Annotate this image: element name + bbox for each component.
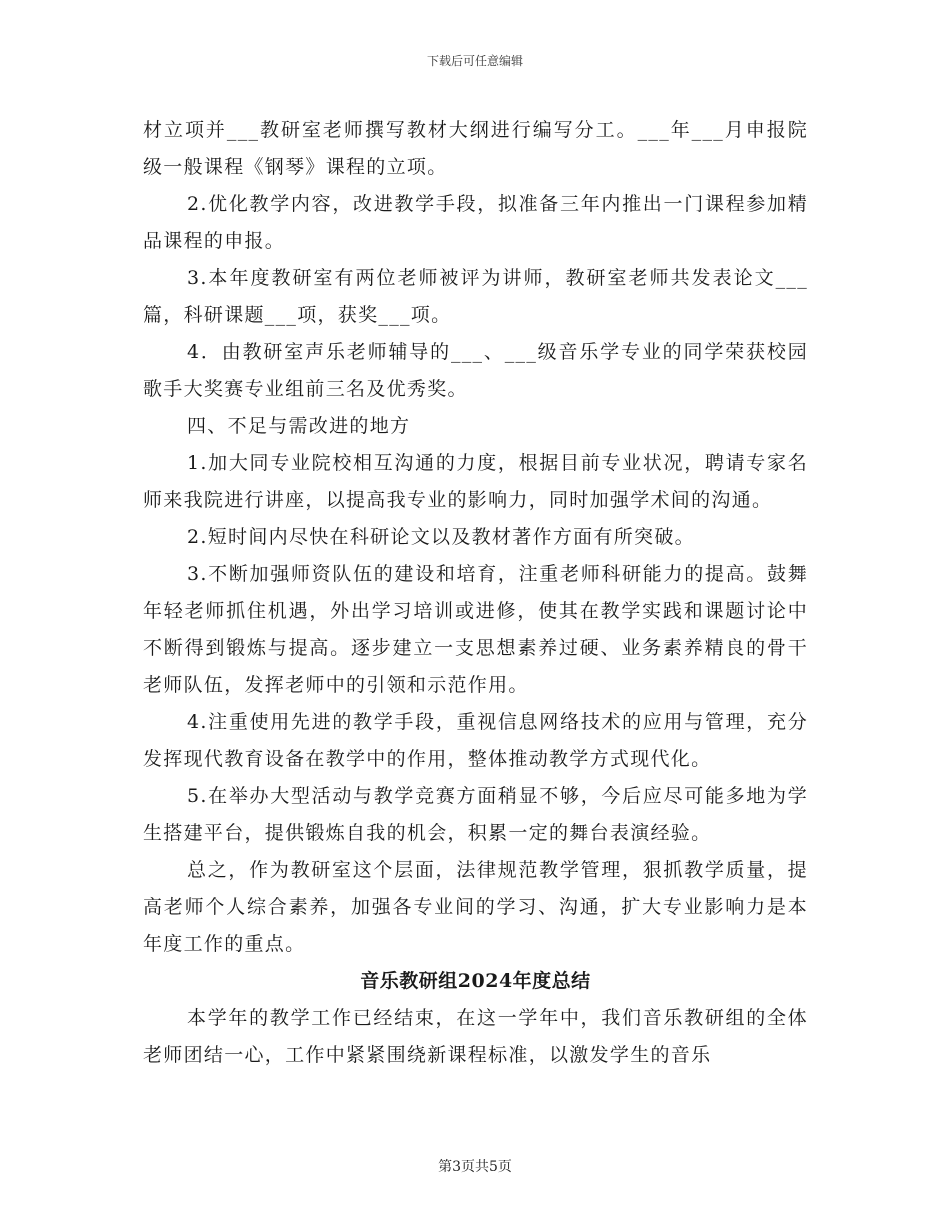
document-body xyxy=(143,112,808,1074)
paragraph-teaching-technology: 4.注重使用先进的教学手段，重视信息网络技术的应用与管理，充分发挥现代教育设备在教学中的作用，整体推动教学方式现代化。 xyxy=(143,711,808,770)
page-header: 下载后可任意编辑 xyxy=(426,54,523,68)
section-title: 音乐教研组2024年度总结 xyxy=(360,970,591,992)
paragraph-competitions: 5.在举办大型活动与教学竞赛方面稍显不够，今后应尽可能多地为学生搭建平台，提供锻炼自我的机会，积累一定的舞台表演经验。 xyxy=(143,785,808,844)
paragraph-singer-award: 4．由教研室声乐老师辅导的___、___级音乐学专业的同学荣获校园歌手大奖赛专业组前三名及优秀奖。 xyxy=(143,341,808,400)
section-heading-shortcomings: 四、不足与需改进的地方 xyxy=(187,415,411,437)
paragraph-research-breakthrough: 2.短时间内尽快在科研论文以及教材著作方面有所突破。 xyxy=(187,526,695,548)
page-footer: 第3页共5页 xyxy=(438,1159,512,1175)
paragraph-conclusion: 总之，作为教研室这个层面，法律规范教学管理，狠抓教学质量，提高老师个人综合素养，加强各专业间的学习、沟通，扩大专业影响力是本年度工作的重点。 xyxy=(143,859,808,955)
paragraph-communication: 1.加大同专业院校相互沟通的力度，根据目前专业状况，聘请专家名师来我院进行讲座，以提高我专业的影响力，同时加强学术间的沟通。 xyxy=(143,452,808,511)
paragraph-optimize-teaching: 2.优化教学内容，改进教学手段，拟准备三年内推出一门课程参加精品课程的申报。 xyxy=(143,193,808,252)
paragraph-lecturers-papers: 3.本年度教研室有两位老师被评为讲师，教研室老师共发表论文___篇，科研课题___项，获奖___项。 xyxy=(143,267,808,326)
paragraph-summary-intro: 本学年的教学工作已经结束，在这一学年中，我们音乐教研组的全体老师团结一心，工作中紧紧围绕新课程标准，以激发学生的音乐 xyxy=(143,1007,808,1066)
paragraph-textbook-project: 材立项并___教研室老师撰写教材大纲进行编写分工。___年___月申报院级一般课程《钢琴》课程的立项。 xyxy=(143,119,808,178)
paragraph-faculty-building: 3.不断加强师资队伍的建设和培育，注重老师科研能力的提高。鼓舞年轻老师抓住机遇，外出学习培训或进修，使其在教学实践和课题讨论中不断得到锻炼与提高。逐步建立一支思想素养过硬、业务素养精良的骨干老师队伍，发挥老师中的引领和示范作用。 xyxy=(143,563,808,696)
